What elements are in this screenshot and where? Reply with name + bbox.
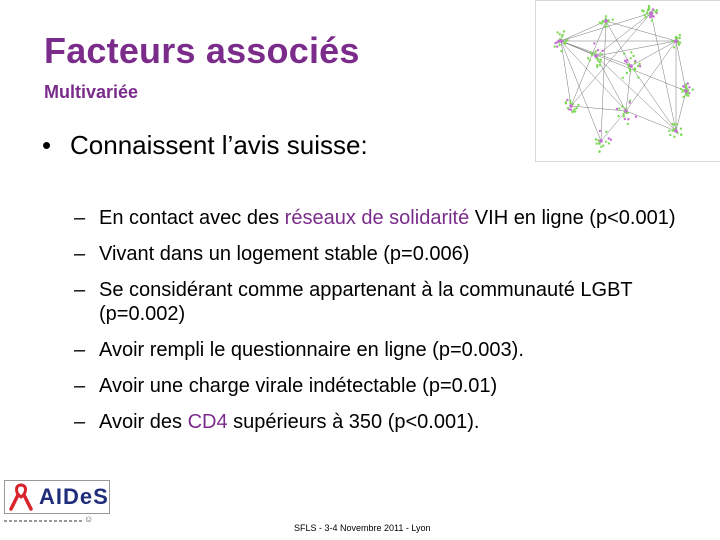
red-ribbon-icon xyxy=(7,482,35,512)
aides-logo xyxy=(4,480,116,536)
highlight-text: réseaux de solidarité xyxy=(284,207,470,229)
list-item: – Vivant dans un logement stable (p=0.006) xyxy=(74,243,470,265)
bullet-dot: • xyxy=(42,130,52,160)
sub-bullet-list xyxy=(74,206,694,446)
main-bullet-text: Connaissent l’avis suisse: xyxy=(70,130,368,160)
highlight-text: CD4 xyxy=(187,411,228,433)
slide-subtitle: Multivariée xyxy=(44,82,139,102)
network-graph-image xyxy=(535,0,720,162)
list-item: – Avoir rempli le questionnaire en ligne (p=0.003). xyxy=(74,339,524,361)
logo-mark: ☺ xyxy=(84,514,94,524)
list-item: – Avoir des CD4 supérieurs à 350 (p<0.001). xyxy=(74,411,480,433)
slide-title: Facteurs associés xyxy=(44,30,360,71)
logo-text: AIDeS xyxy=(39,484,109,509)
list-item: – Se considérant comme appartenant à la communauté LGBT (p=0.002) xyxy=(74,279,633,325)
logo-tagline-line xyxy=(4,520,82,522)
main-bullet xyxy=(42,130,368,161)
list-item: – Avoir une charge virale indétectable (p=0.01) xyxy=(74,375,498,397)
slide-footer: SFLS - 3-4 Novembre 2011 - Lyon xyxy=(294,523,431,533)
list-item: – En contact avec des réseaux de solidarité VIH en ligne (p<0.001) xyxy=(74,207,676,229)
